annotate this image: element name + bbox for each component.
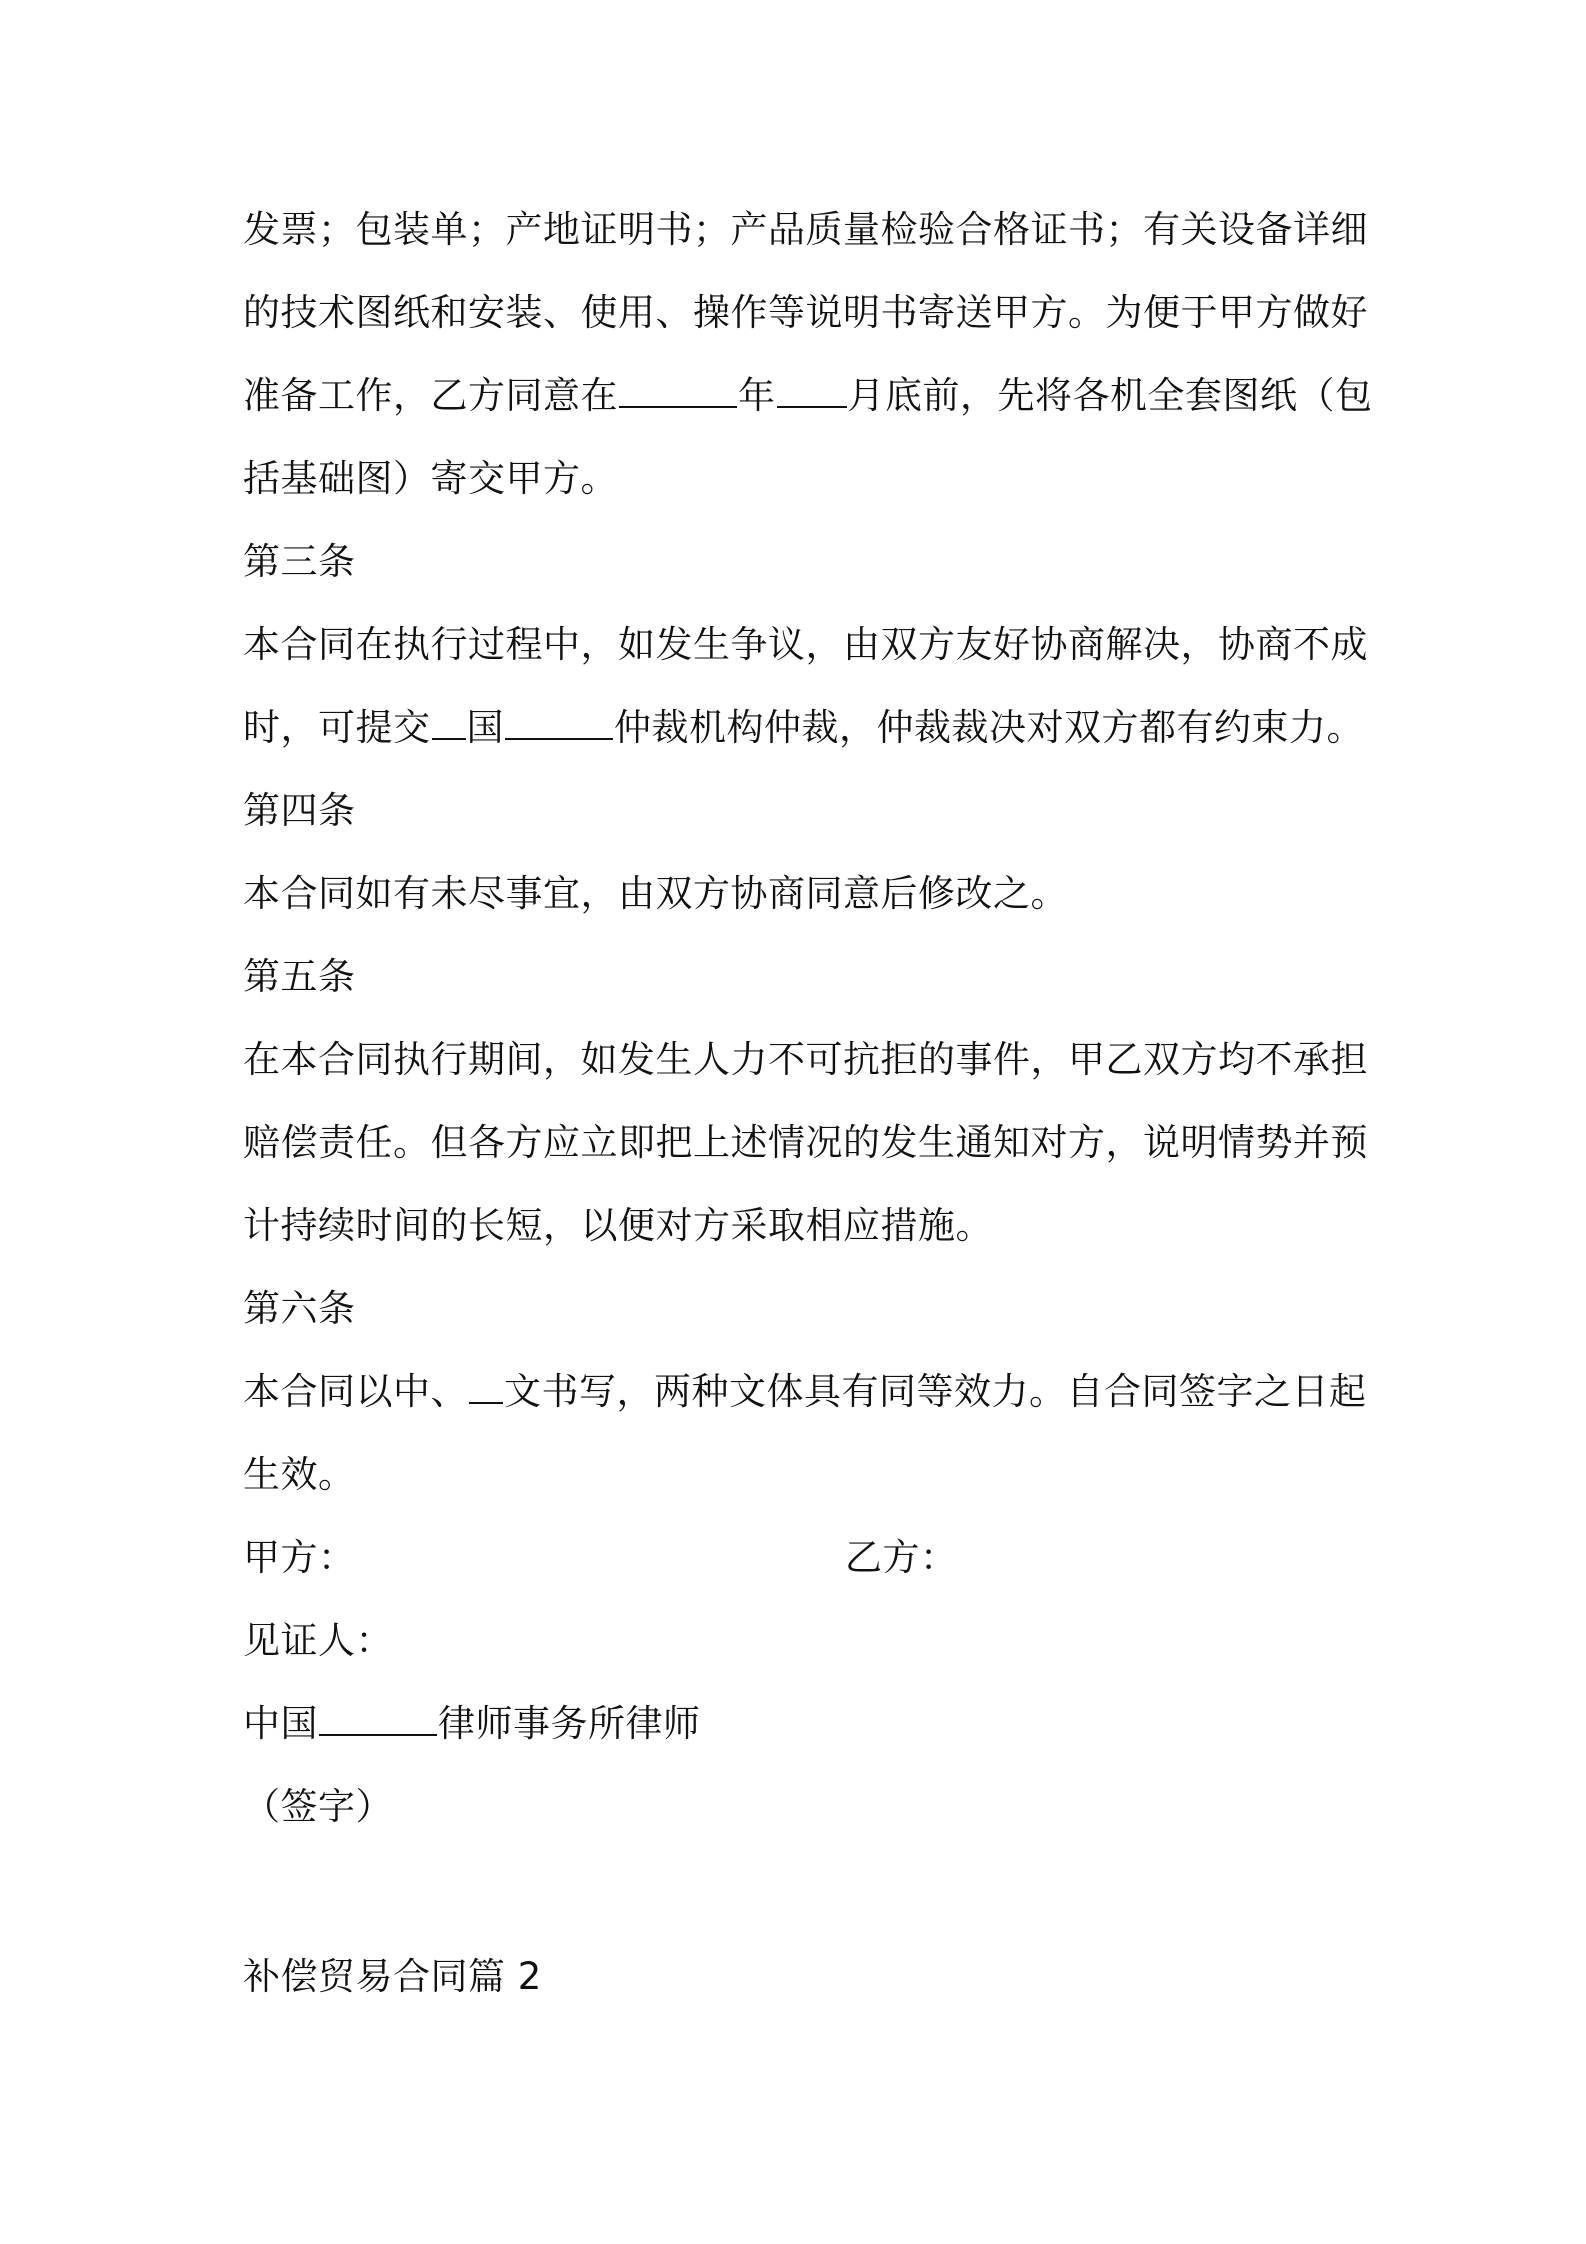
text-segment: 文书写，两种文体具有同等效力。自合同签字之日起 [504,1370,1367,1413]
witness-label: 见证人： [243,1619,393,1662]
text-segment: 时，可提交 [243,706,431,749]
text-line: 计持续时间的长短，以便对方采取相应措施。 [243,1204,993,1247]
text-segment: 准备工作，乙方同意在 [243,374,618,417]
text-segment: 年 [738,374,776,417]
signature-note: （签字） [243,1785,393,1828]
text-segment: 仲裁机构仲裁，仲裁裁决对双方都有约束力。 [614,706,1364,749]
fill-in-blank-country [432,704,466,740]
text-line: 发票；包装单；产地证明书；产品质量检验合格证书；有关设备详细 [243,208,1368,251]
text-segment: 国 [466,706,504,749]
text-segment: 中国 [243,1702,318,1745]
text-line: 生效。 [243,1453,356,1496]
text-line: 本合同如有未尽事宜，由双方协商同意后修改之。 [243,872,1068,915]
text-line: 括基础图）寄交甲方。 [243,457,618,500]
section-title: 补偿贸易合同篇 2 [243,1955,542,1998]
fill-in-blank-year [619,372,737,408]
text-segment: 律师事务所律师 [438,1702,701,1745]
fill-in-blank-month [777,372,847,408]
article-heading: 第四条 [243,789,356,832]
fill-in-blank-language [469,1368,503,1404]
party-b-label: 乙方： [845,1536,958,1579]
text-line: 的技术图纸和安装、使用、操作等说明书寄送甲方。为便于甲方做好 [243,291,1368,334]
fill-in-blank-law-firm [319,1700,437,1736]
article-heading: 第六条 [243,1287,356,1330]
text-line [243,703,1364,753]
text-line [243,1367,1367,1417]
fill-in-blank-arbitration-body [505,704,613,740]
text-line [243,371,1373,421]
text-line: 在本合同执行期间，如发生人力不可抗拒的事件，甲乙双方均不承担 [243,1038,1368,1081]
party-a-label: 甲方： [243,1536,356,1579]
article-heading: 第三条 [243,540,356,583]
lawyer-line [243,1699,701,1749]
text-line: 赔偿责任。但各方应立即把上述情况的发生通知对方，说明情势并预 [243,1121,1368,1164]
text-segment: 本合同以中、 [243,1370,468,1413]
text-line: 本合同在执行过程中，如发生争议，由双方友好协商解决，协商不成 [243,623,1368,666]
text-segment: 月底前，先将各机全套图纸（包 [847,374,1373,417]
article-heading: 第五条 [243,955,356,998]
